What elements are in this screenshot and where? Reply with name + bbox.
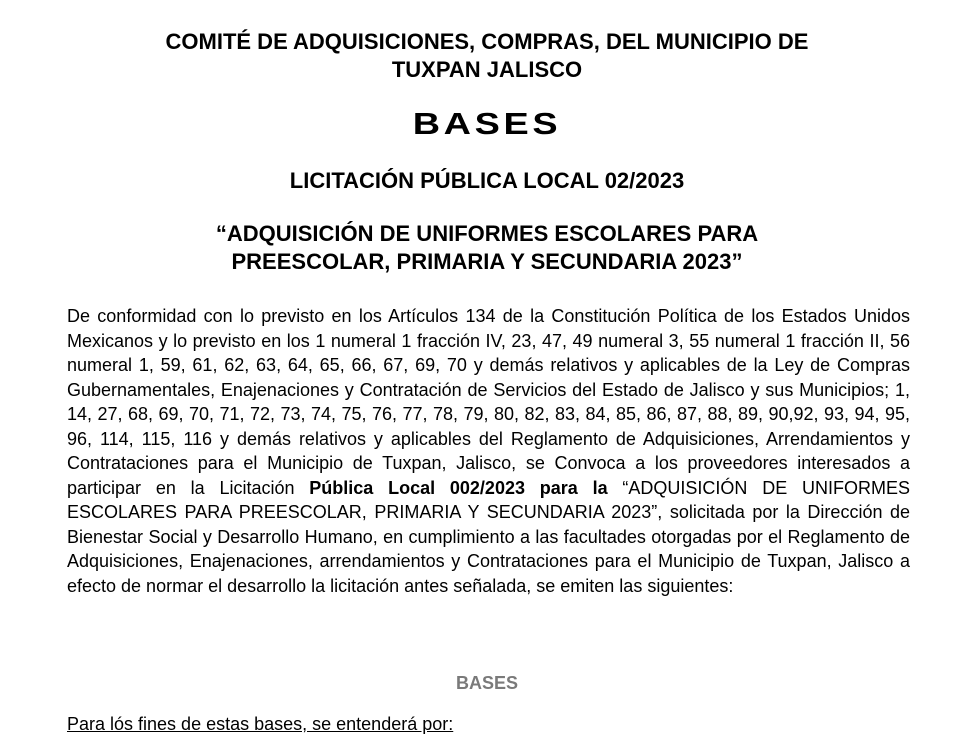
intro-paragraph [67, 304, 910, 598]
subject-title [60, 220, 914, 276]
subject-title-line1: “ADQUISICIÓN DE UNIFORMES ESCOLARES PARA [215, 221, 759, 246]
licitacion-title: LICITACIÓN PÚBLICA LOCAL 02/2023 [289, 168, 685, 193]
subject-title-line2: PREESCOLAR, PRIMARIA Y SECUNDARIA 2023” [231, 249, 743, 274]
committee-title [60, 28, 914, 84]
bases-section-heading: BASES [455, 673, 518, 693]
bases-title: BASES [412, 106, 562, 141]
definitions-intro: Para lós fines de estas bases, se entenderá por: [67, 714, 454, 734]
intro-paragraph-bold: Pública Local 002/2023 para la [309, 477, 608, 498]
intro-paragraph-part2: “ADQUISICIÓN DE UNIFORMES ESCOLARES PARA PREESCOLAR, PRIMARIA Y SECUNDARIA 2023”, solicitada por la Dirección de Bienestar Social y Desarrollo Humano, en cumplimiento a las facultades otorgadas por el Reglamento de Adquisiciones, Enajenaciones, arrendamientos y Contrataciones para el Municipio de Tuxpan, Jalisco a efecto de normar el desarrollo la licitación antes señalada, se emiten las siguientes: [67, 477, 911, 596]
committee-title-line1: COMITÉ DE ADQUISICIONES, COMPRAS, DEL MUNICIPIO DE [165, 29, 809, 54]
committee-title-line2: TUXPAN JALISCO [391, 57, 583, 82]
intro-paragraph-part1: De conformidad con lo previsto en los Artículos 134 de la Constitución Política de los Estados Unidos Mexicanos y lo previsto en los 1 numeral 1 fracción IV, 23, 47, 49 numeral 3, 55 numeral 1 fracción II, 56 numeral 1, 59, 61, 62, 63, 64, 65, 66, 67, 69, 70 y demás relativos y aplicables de la Ley de Compras Gubernamentales, Enajenaciones y Contratación de Servicios del Estado de Jalisco y sus Municipios; 1, 14, 27, 68, 69, 70, 71, 72, 73, 74, 75, 76, 77, 78, 79, 80, 82, 83, 84, 85, 86, 87, 88, 89, 90,92, 93, 94, 95, 96, 114, 115, 116 y demás relativos y aplicables del Reglamento de Adquisiciones, Arrendamientos y Contrataciones para el Municipio de Tuxpan, Jalisco, se Convoca a los proveedores interesados a participar en la Licitación [67, 306, 910, 498]
